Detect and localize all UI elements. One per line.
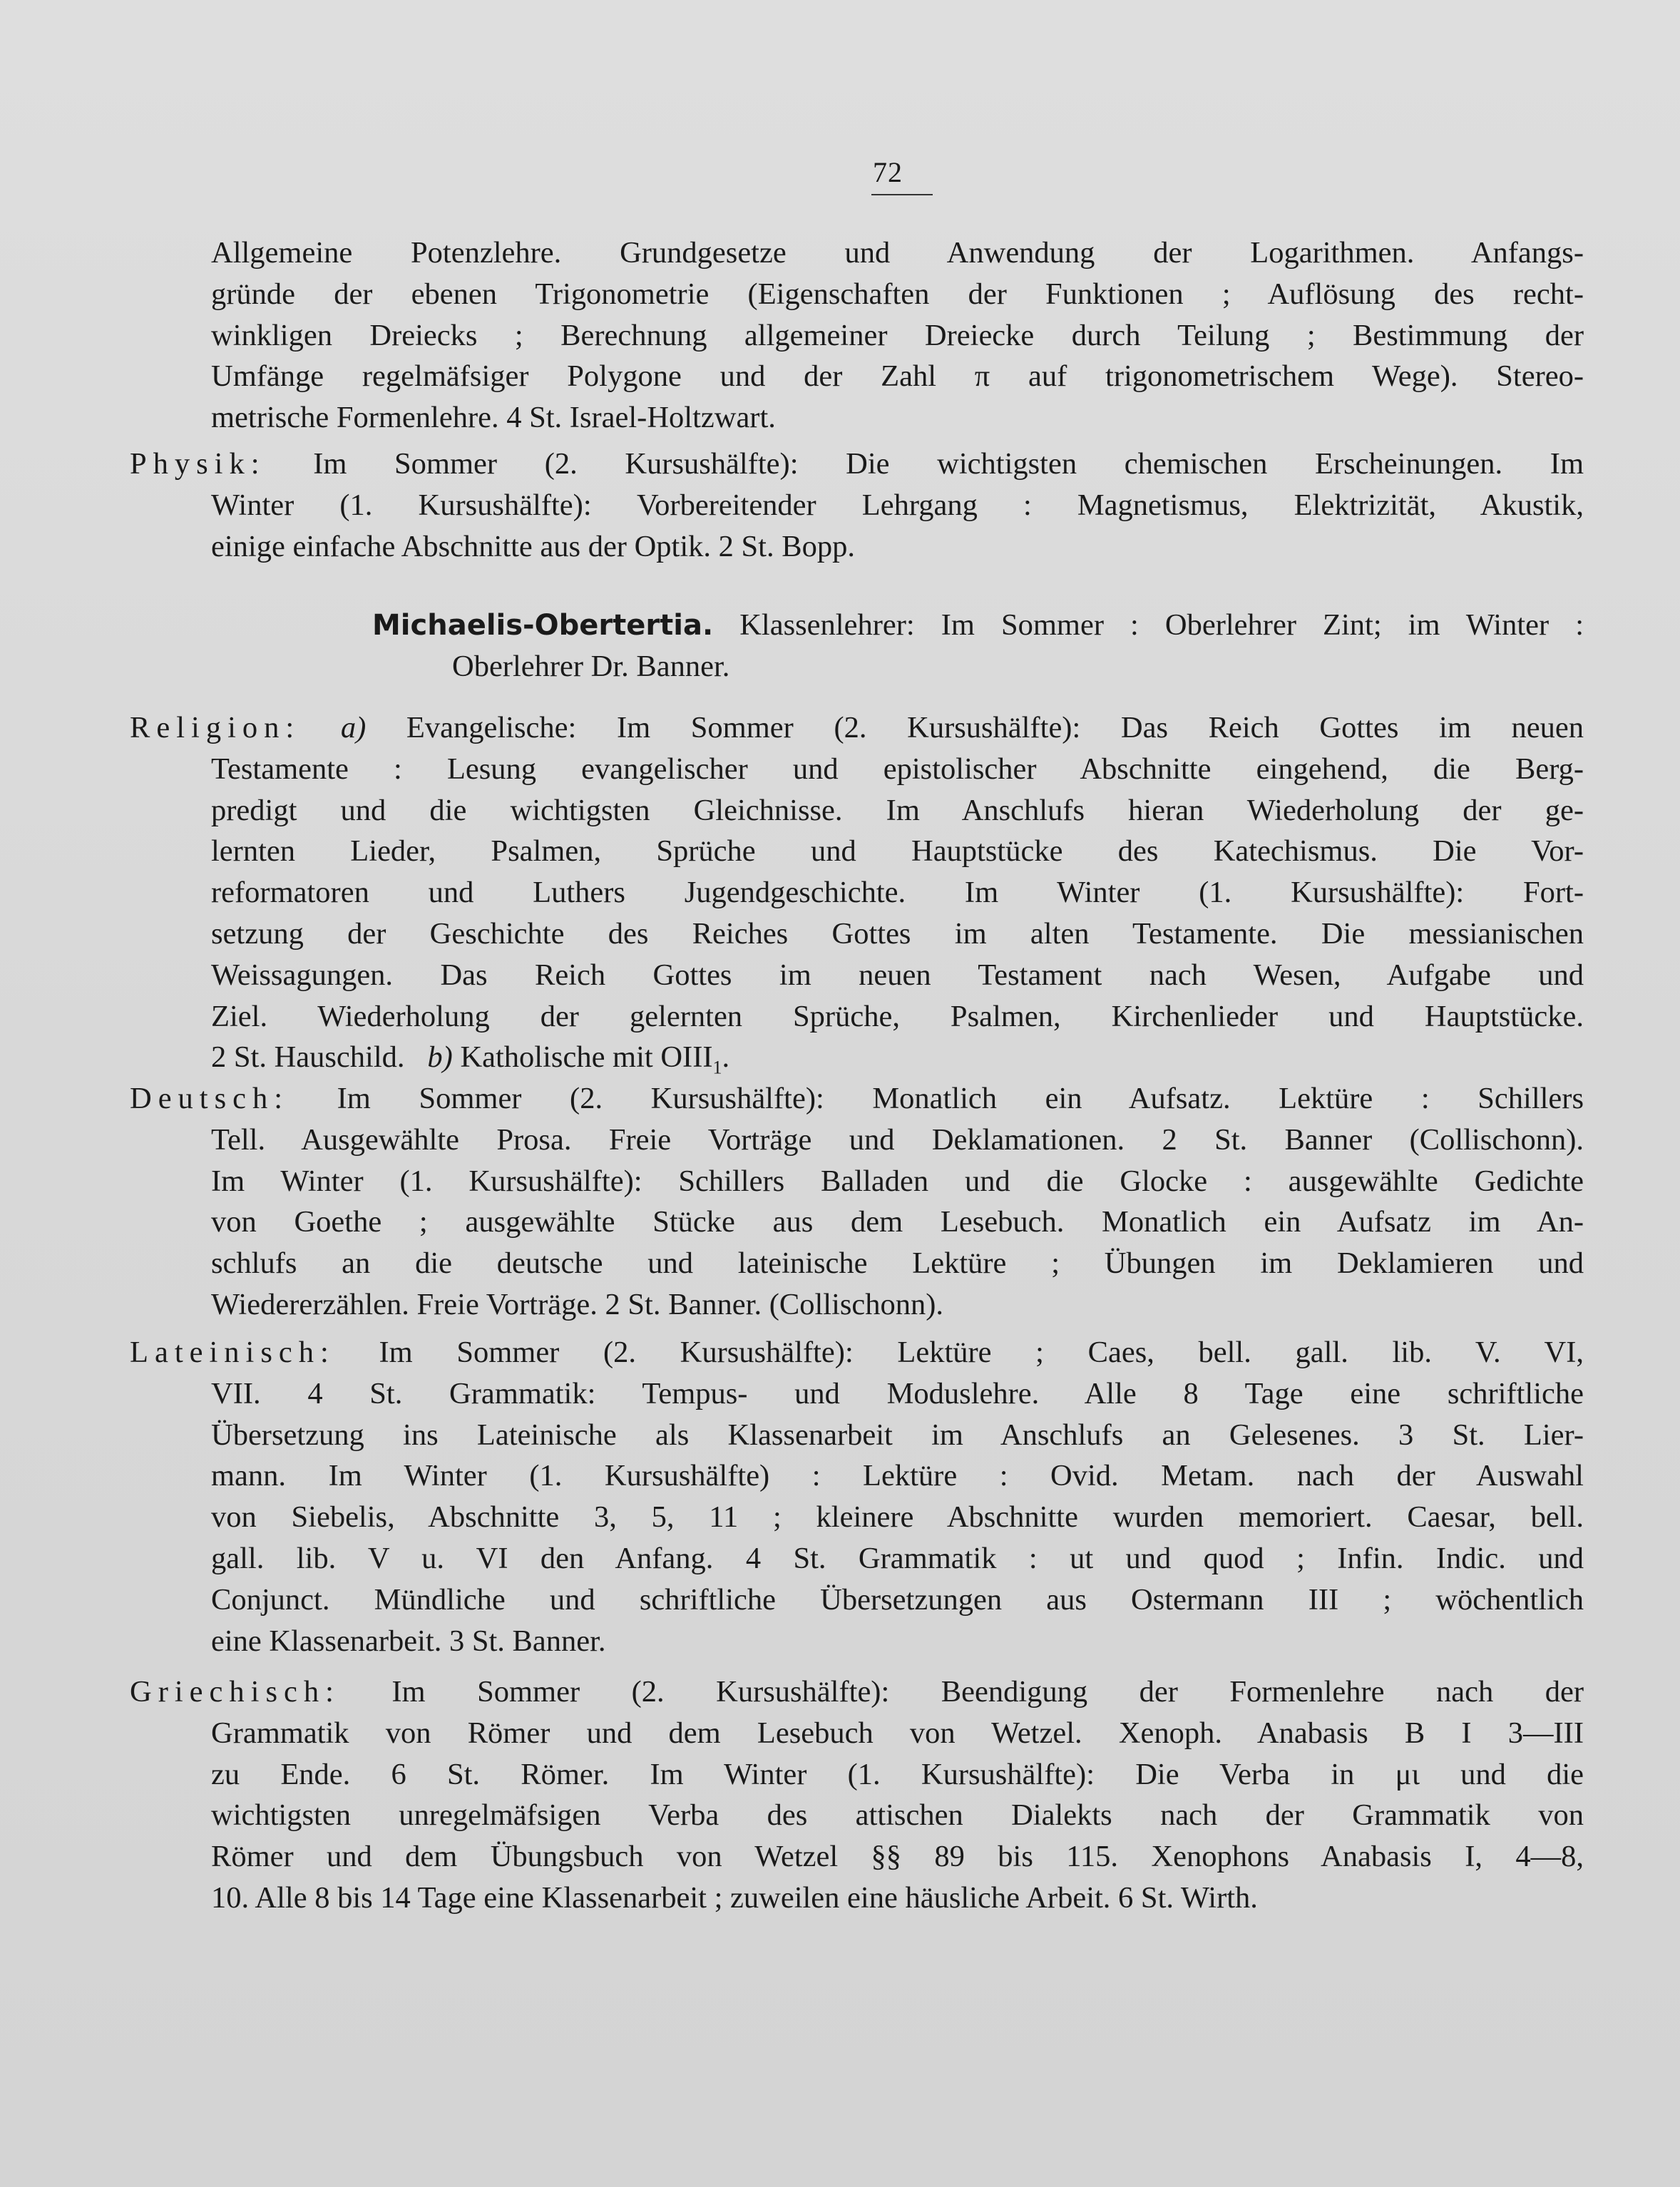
griechisch-first-line: Im Sommer (2. Kursushälfte): Beendigung der Formenlehre nach der bbox=[391, 1675, 1584, 1709]
text-line: Umfänge regelmäfsiger Polygone und der Zahl π auf trigonometrischem Wege). Stereo- bbox=[211, 359, 1584, 394]
text-line: Conjunct. Mündliche und schriftliche Übersetzungen aus Ostermann III ; wöchentlich bbox=[211, 1582, 1584, 1617]
class-heading bbox=[372, 605, 1584, 687]
subject-physik: Physik: bbox=[130, 447, 266, 481]
marker-b: b) bbox=[427, 1040, 453, 1075]
text-line: von Siebelis, Abschnitte 3, 5, 11 ; kleinere Abschnitte wurden memoriert. Caesar, bell. bbox=[211, 1500, 1584, 1535]
text-line: predigt und die wichtigsten Gleichnisse. Im Anschlufs hieran Wiederholung der ge- bbox=[211, 793, 1584, 827]
page-number-rule bbox=[871, 194, 933, 195]
text-line: Oberlehrer Dr. Banner. bbox=[452, 649, 730, 683]
text-line: mann. Im Winter (1. Kursushälfte) : Lektüre : Ovid. Metam. nach der Auswahl bbox=[211, 1459, 1584, 1493]
text-line: Grammatik von Römer und dem Lesebuch von Wetzel. Xenoph. Anabasis B I 3—III bbox=[211, 1716, 1584, 1750]
text-line bbox=[211, 1037, 1584, 1078]
text-line: Römer und dem Übungsbuch von Wetzel §§ 89 bis 115. Xenophons Anabasis I, 4—8, bbox=[211, 1840, 1584, 1874]
text-line: Testamente : Lesung evangelischer und epistolischer Abschnitte eingehend, die Berg- bbox=[211, 752, 1584, 786]
deutsch-paragraph bbox=[130, 1078, 1584, 1326]
class-teachers: Klassenlehrer: Im Sommer : Oberlehrer Zint; im Winter : bbox=[739, 608, 1584, 642]
religion-last-end: . bbox=[722, 1040, 730, 1075]
text-line: Allgemeine Potenzlehre. Grundgesetze und Anwendung der Logarithmen. Anfangs- bbox=[211, 236, 1584, 270]
text-line bbox=[372, 605, 1584, 646]
text-line: Tell. Ausgewählte Prosa. Freie Vorträge und Deklamationen. 2 St. Banner (Collischonn). bbox=[211, 1122, 1584, 1157]
text-line bbox=[130, 1332, 1584, 1373]
religion-first-line: Evangelische: Im Sommer (2. Kursushälfte): Das Reich Gottes im neuen bbox=[406, 711, 1584, 744]
griechisch-paragraph bbox=[130, 1671, 1584, 1919]
physik-first-line: Im Sommer (2. Kursushälfte): Die wichtigsten chemischen Erscheinungen. Im bbox=[313, 447, 1584, 481]
text-line: Winter (1. Kursushälfte): Vorbereitender Lehrgang : Magnetismus, Elektrizität, Akustik, bbox=[211, 488, 1584, 522]
text-line: winkligen Dreiecks ; Berechnung allgemeiner Dreiecke durch Teilung ; Bestimmung der bbox=[211, 318, 1584, 352]
subject-deutsch: Deutsch: bbox=[130, 1082, 290, 1115]
deutsch-first-line: Im Sommer (2. Kursushälfte): Monatlich ein Aufsatz. Lektüre : Schillers bbox=[337, 1082, 1584, 1115]
lateinisch-first-line: Im Sommer (2. Kursushälfte): Lektüre ; Caes, bell. gall. lib. V. VI, bbox=[379, 1336, 1584, 1369]
text-line: gall. lib. V u. VI den Anfang. 4 St. Grammatik : ut und quod ; Infin. Indic. und bbox=[211, 1541, 1584, 1575]
text-line bbox=[130, 707, 1584, 749]
religion-last-b: Katholische mit OIII bbox=[460, 1040, 713, 1075]
marker-a: a) bbox=[340, 711, 367, 744]
text-line: einige einfache Abschnitte aus der Optik. 2 St. Bopp. bbox=[211, 529, 855, 563]
text-line: metrische Formenlehre. 4 St. Israel-Holtzwart. bbox=[211, 401, 776, 435]
text-line: lernten Lieder, Psalmen, Sprüche und Hauptstücke des Katechismus. Die Vor- bbox=[211, 834, 1584, 869]
physik-paragraph bbox=[130, 444, 1584, 567]
religion-paragraph bbox=[130, 707, 1584, 1078]
text-line bbox=[130, 1078, 1584, 1120]
text-line: wichtigsten unregelmäfsigen Verba des attischen Dialekts nach der Grammatik von bbox=[211, 1798, 1584, 1833]
text-line: Im Winter (1. Kursushälfte): Schillers Balladen und die Glocke : ausgewählte Gedichte bbox=[211, 1164, 1584, 1198]
text-line bbox=[130, 1671, 1584, 1713]
subject-lateinisch: Lateinisch: bbox=[130, 1336, 335, 1369]
class-title: Michaelis-Obertertia. bbox=[372, 609, 714, 642]
text-line: schlufs an die deutsche und lateinische Lektüre ; Übungen im Deklamieren und bbox=[211, 1246, 1584, 1281]
text-line: reformatoren und Luthers Jugendgeschichte. Im Winter (1. Kursushälfte): Fort- bbox=[211, 876, 1584, 910]
text-line: Ziel. Wiederholung der gelernten Sprüche, Psalmen, Kirchenlieder und Hauptstücke. bbox=[211, 999, 1584, 1033]
religion-last-a: 2 St. Hauschild. bbox=[211, 1040, 405, 1075]
text-line: Übersetzung ins Lateinische als Klassenarbeit im Anschlufs an Gelesenes. 3 St. Lier- bbox=[211, 1418, 1584, 1452]
text-line: eine Klassenarbeit. 3 St. Banner. bbox=[211, 1624, 606, 1658]
text-line: setzung der Geschichte des Reiches Gottes im alten Testamente. Die messianischen bbox=[211, 916, 1584, 951]
text-line bbox=[130, 444, 1584, 485]
text-line: 10. Alle 8 bis 14 Tage eine Klassenarbeit ; zuweilen eine häusliche Arbeit. 6 St. Wirth. bbox=[211, 1880, 1258, 1915]
subject-griechisch: Griechisch: bbox=[130, 1675, 340, 1709]
subject-religion: Religion: bbox=[130, 711, 301, 744]
page-number: 72 bbox=[873, 156, 903, 188]
text-line: Wiedererzählen. Freie Vorträge. 2 St. Banner. (Collischonn). bbox=[211, 1287, 944, 1321]
mathematics-continuation-paragraph bbox=[211, 232, 1584, 439]
religion-subscript: 1 bbox=[712, 1057, 722, 1078]
lateinisch-paragraph bbox=[130, 1332, 1584, 1661]
text-line: zu Ende. 6 St. Römer. Im Winter (1. Kursushälfte): Die Verba in μι und die bbox=[211, 1757, 1584, 1791]
text-line: Weissagungen. Das Reich Gottes im neuen Testament nach Wesen, Aufgabe und bbox=[211, 958, 1584, 992]
text-line: von Goethe ; ausgewählte Stücke aus dem Lesebuch. Monatlich ein Aufsatz im An- bbox=[211, 1205, 1584, 1239]
text-line: VII. 4 St. Grammatik: Tempus- und Moduslehre. Alle 8 Tage eine schriftliche bbox=[211, 1376, 1584, 1410]
text-line: gründe der ebenen Trigonometrie (Eigenschaften der Funktionen ; Auflösung des recht- bbox=[211, 277, 1584, 311]
